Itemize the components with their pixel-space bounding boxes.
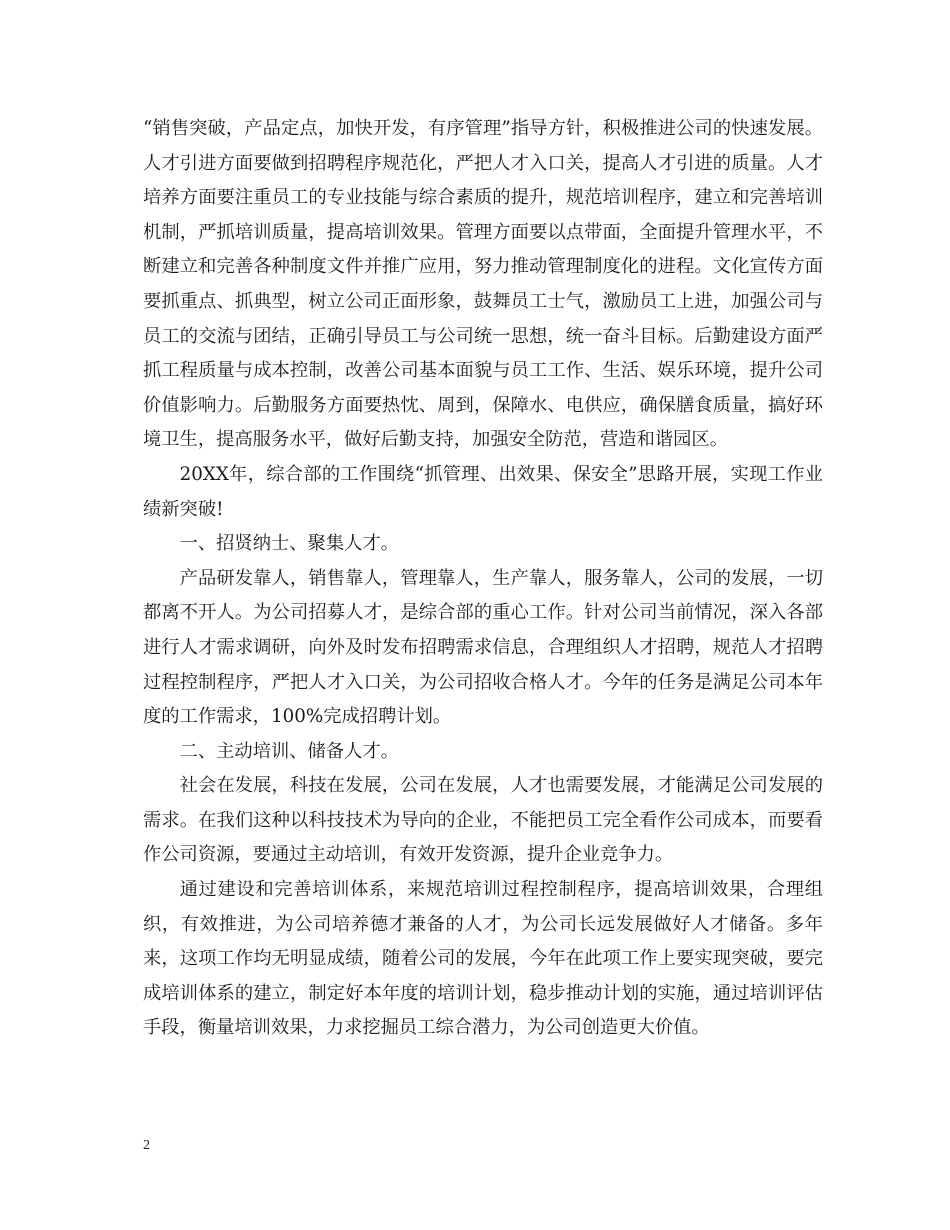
page-number: 2 [143, 1138, 150, 1153]
section-heading-2: 二、主动培训、储备人才。 [179, 740, 399, 762]
paragraph-2: 20XX年，综合部的工作围绕“抓管理、出效果、保安全”思路开展，实现工作业绩新突破! [143, 463, 823, 520]
paragraph-4: 社会在发展，科技在发展，公司在发展，人才也需要发展，才能满足公司发展的需求。在我们这种以科技技术为导向的企业，不能把员工完全看作公司成本，而要看作公司资源，要通过主动培训，有效开发资源，提升企业竞争力。 [143, 775, 823, 866]
paragraph-3: 产品研发靠人，销售靠人，管理靠人，生产靠人，服务靠人，公司的发展，一切都离不开人。为公司招募人才，是综合部的重心工作。针对公司当前情况，深入各部进行人才需求调研，向外及时发布招聘需求信息，合理组织人才招聘，规范人才招聘过程控制程序，严把人才入口关，为公司招收合格人才。今年的任务是满足公司本年度的工作需求，100%完成招聘计划。 [143, 567, 823, 728]
paragraph-1: “销售突破，产品定点，加快开发，有序管理”指导方针，积极推进公司的快速发展。人才引进方面要做到招聘程序规范化，严把人才入口关，提高人才引进的质量。人才培养方面要注重员工的专业技能与综合素质的提升，规范培训程序，建立和完善培训机制，严抓培训质量，提高培训效果。管理方面要以点带面，全面提升管理水平，不断建立和完善各种制度文件并推广应用，努力推动管理制度化的进程。文化宣传方面要抓重点、抓典型，树立公司正面形象，鼓舞员工士气，激励员工上进，加强公司与员工的交流与团结，正确引导员工与公司统一思想，统一奋斗目标。后勤建设方面严抓工程质量与成本控制，改善公司基本面貌与员工工作、生活、娱乐环境，提升公司价值影响力。后勤服务方面要热忱、周到，保障水、电供应，确保膳食质量，搞好环境卫生，提高服务水平，做好后勤支持，加强安全防范，营造和谐园区。 [143, 118, 823, 451]
section-heading-1: 一、招贤纳士、聚集人才。 [179, 533, 399, 555]
paragraph-5: 通过建设和完善培训体系，来规范培训过程控制程序，提高培训效果，合理组织，有效推进，为公司培养德才兼备的人才，为公司长远发展做好人才储备。多年来，这项工作均无明显成绩，随着公司的发展，今年在此项工作上要实现突破，要完成培训体系的建立，制定好本年度的培训计划，稳步推动计划的实施，通过培训评估手段，衡量培训效果，力求挖掘员工综合潜力，为公司创造更大价值。 [143, 879, 823, 1039]
document-body [143, 112, 823, 1046]
